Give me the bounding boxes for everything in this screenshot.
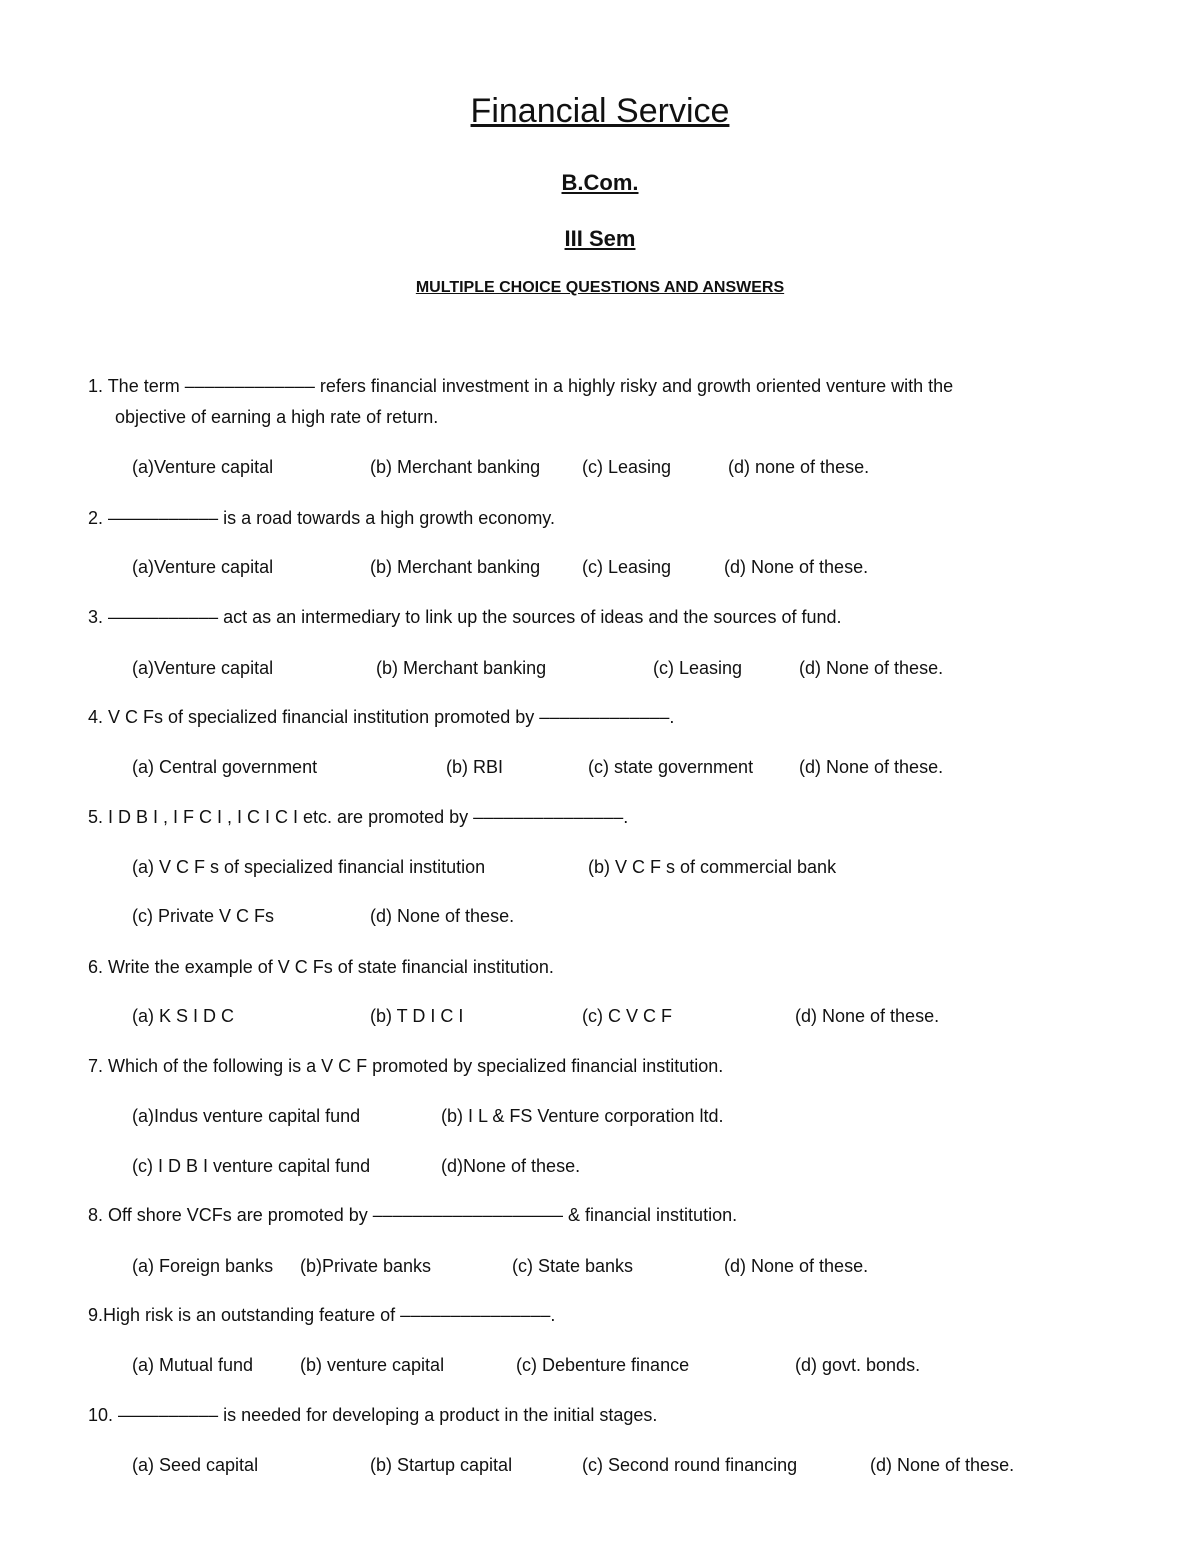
question-7-option-b: (b) I L & FS Venture corporation ltd. [441,1106,724,1126]
question-4-option-a: (a) Central government [132,757,318,777]
question-1-option-a: (a)Venture capital [132,457,274,477]
question-9: 9.High risk is an outstanding feature of –––––––––––––––. [88,1305,556,1325]
question-1-continuation: objective of earning a high rate of return. [115,407,439,427]
question-5-option-a: (a) V C F s of specialized financial institution [132,857,486,877]
question-6-option-c: (c) C V C F [582,1006,672,1026]
question-1: 1. The term ––––––––––––– refers financial investment in a highly risky and growth oriented venture with the [88,376,954,396]
question-6-option-a: (a) K S I D C [132,1006,235,1026]
question-1-option-d: (d) none of these. [728,457,870,477]
question-9-option-b: (b) venture capital [300,1355,445,1375]
question-6-option-b: (b) T D I C I [370,1006,464,1026]
question-8-option-a: (a) Foreign banks [132,1256,274,1276]
question-2-option-b: (b) Merchant banking [370,557,541,577]
document-title: Financial Service [470,92,730,130]
question-3: 3. ––––––––––– act as an intermediary to link up the sources of ideas and the sources of fund. [88,607,842,627]
question-4-option-d: (d) None of these. [799,757,944,777]
question-2-option-c: (c) Leasing [582,557,672,577]
question-2-option-a: (a)Venture capital [132,557,274,577]
course-heading: B.Com. [561,170,639,195]
question-4-option-b: (b) RBI [446,757,504,777]
question-4-option-c: (c) state government [588,757,754,777]
question-5-option-c: (c) Private V C Fs [132,906,275,926]
question-8-option-b: (b)Private banks [300,1256,432,1276]
question-6: 6. Write the example of V C Fs of state financial institution. [88,957,554,977]
question-7: 7. Which of the following is a V C F promoted by specialized financial institution. [88,1056,724,1076]
question-5: 5. I D B I , I F C I , I C I C I etc. are promoted by –––––––––––––––. [88,807,629,827]
question-1-option-b: (b) Merchant banking [370,457,541,477]
question-5-option-d: (d) None of these. [370,906,515,926]
question-7-option-d: (d)None of these. [441,1156,581,1176]
question-8-option-c: (c) State banks [512,1256,634,1276]
section-heading: MULTIPLE CHOICE QUESTIONS AND ANSWERS [415,279,785,296]
question-3-option-d: (d) None of these. [799,658,944,678]
question-10-option-b: (b) Startup capital [370,1455,513,1475]
question-9-option-d: (d) govt. bonds. [795,1355,921,1375]
question-10-option-d: (d) None of these. [870,1455,1015,1475]
question-3-option-b: (b) Merchant banking [376,658,547,678]
question-3-option-c: (c) Leasing [653,658,743,678]
question-8: 8. Off shore VCFs are promoted by ––––––––––––––––––– & financial institution. [88,1205,738,1225]
semester-heading: III Sem [564,226,636,251]
question-10-option-c: (c) Second round financing [582,1455,798,1475]
question-10: 10. –––––––––– is needed for developing a product in the initial stages. [88,1405,658,1425]
question-9-option-c: (c) Debenture finance [516,1355,690,1375]
question-4: 4. V C Fs of specialized financial institution promoted by –––––––––––––. [88,707,675,727]
question-2: 2. ––––––––––– is a road towards a high growth economy. [88,508,555,528]
question-9-option-a: (a) Mutual fund [132,1355,254,1375]
question-2-option-d: (d) None of these. [724,557,869,577]
question-8-option-d: (d) None of these. [724,1256,869,1276]
question-10-option-a: (a) Seed capital [132,1455,259,1475]
question-1-option-c: (c) Leasing [582,457,672,477]
question-3-option-a: (a)Venture capital [132,658,274,678]
question-7-option-a: (a)Indus venture capital fund [132,1106,361,1126]
question-5-option-b: (b) V C F s of commercial bank [588,857,837,877]
question-7-option-c: (c) I D B I venture capital fund [132,1156,371,1176]
question-6-option-d: (d) None of these. [795,1006,940,1026]
